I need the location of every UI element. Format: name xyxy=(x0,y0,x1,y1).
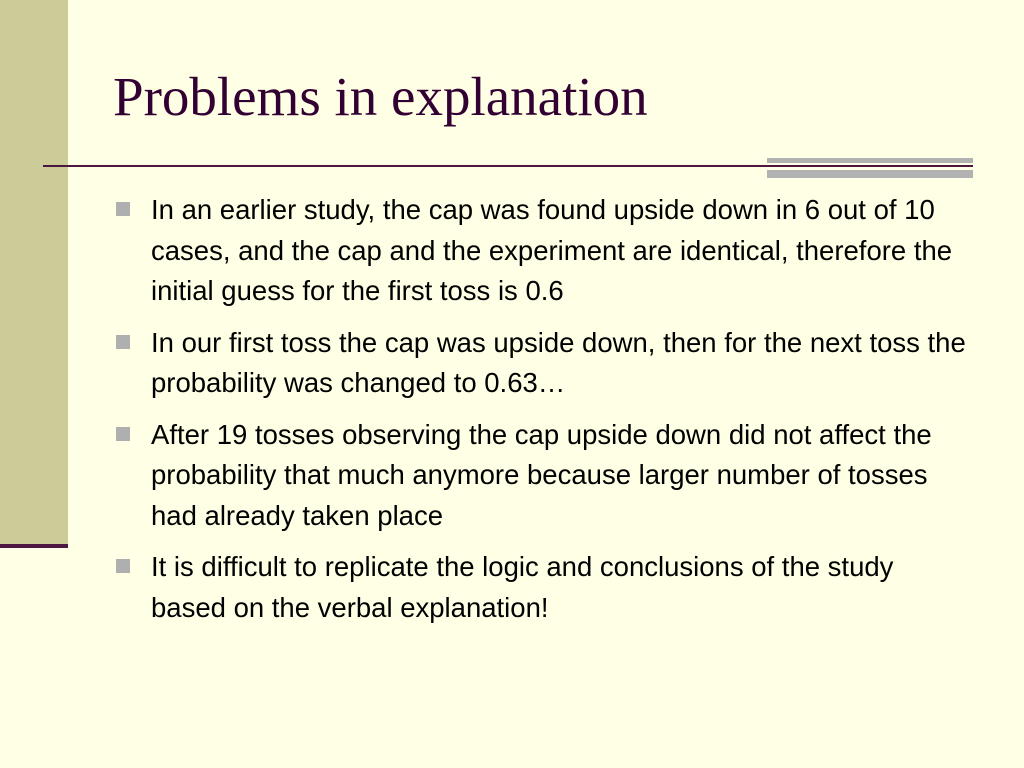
bullet-item xyxy=(113,190,973,312)
bullet-item xyxy=(113,323,973,404)
bullet-text: After 19 tosses observing the cap upside down did not affect the probability that much anymore because larger number of tosses had already taken place xyxy=(151,418,932,531)
square-bullet-icon xyxy=(116,335,130,349)
square-bullet-icon xyxy=(116,559,130,573)
bullet-text: It is difficult to replicate the logic and conclusions of the study based on the verbal explanation! xyxy=(151,551,894,623)
square-bullet-icon xyxy=(116,427,130,441)
bullet-text: In our first toss the cap was upside down, then for the next toss the probability was changed to 0.63… xyxy=(151,326,966,398)
left-band-rule xyxy=(0,544,68,548)
slide-title: Problems in explanation xyxy=(113,66,648,127)
accent-bar-bottom xyxy=(767,170,973,178)
bullet-item xyxy=(113,547,973,628)
accent-bar-top xyxy=(767,158,973,163)
title-divider xyxy=(43,165,973,167)
bullet-item xyxy=(113,415,973,537)
bullet-text: In an earlier study, the cap was found upside down in 6 out of 10 cases, and the cap and the experiment are identical, therefore the initial guess for the first toss is 0.6 xyxy=(151,194,953,306)
left-decorative-band xyxy=(0,0,68,547)
bullet-list xyxy=(113,190,973,639)
square-bullet-icon xyxy=(116,202,130,216)
